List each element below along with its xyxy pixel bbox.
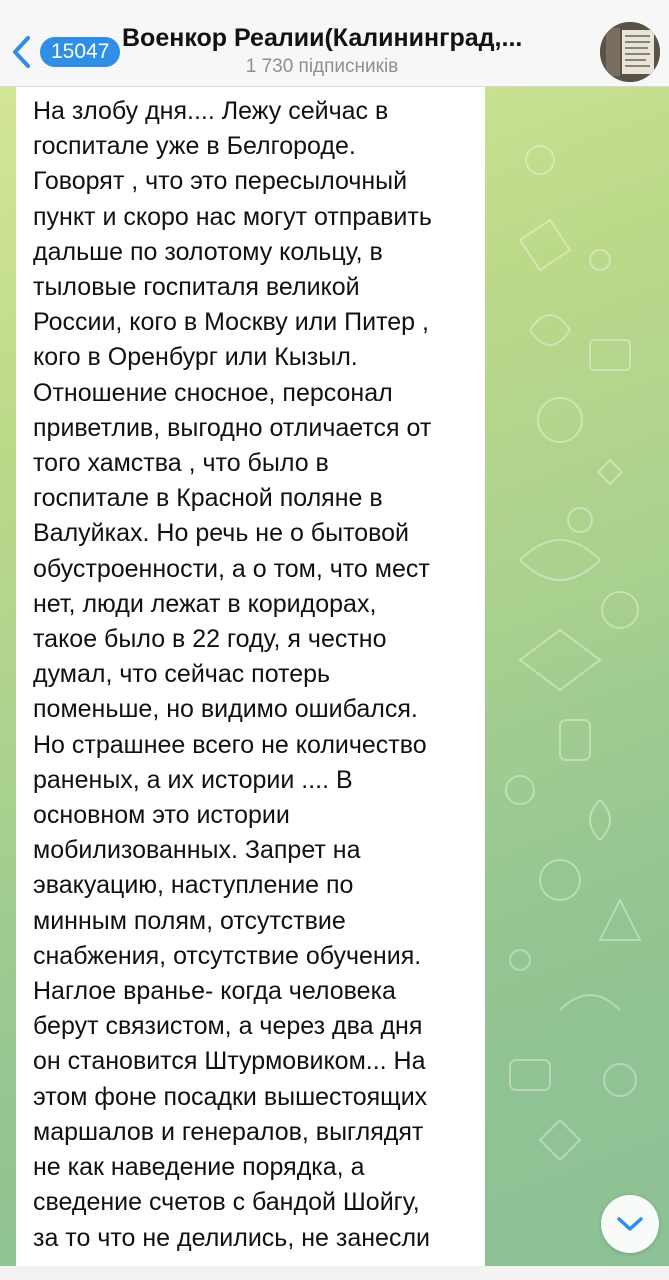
subscriber-count: 1 730 підписників <box>245 56 399 77</box>
scroll-to-bottom-button[interactable] <box>601 1195 659 1253</box>
back-button[interactable] <box>8 30 120 74</box>
chat-header <box>0 0 669 87</box>
channel-avatar[interactable] <box>600 22 660 82</box>
bottom-input-bar-edge <box>0 1266 669 1280</box>
message-text: На злобу дня.... Лежу сейчас в госпитале уже в Белгороде. Говорят , что это пересылочный пункт и скоро нас могут отправить дальше по золотому кольцу, в тыловые госпиталя великой России, кого в Москву или Питер , кого в Оренбург или Кызыл. Отношение сносное, персонал приветлив, выгодно отличается от того хамства , что было в госпитале в Красной поляне в Валуйках. Но речь не о бытовой обустроенности, а о том, что мест нет, люди лежат в коридорах, такое было в 22 году, я честно думал, что сейчас потерь поменьше, но видимо ошибался. Но страшнее всего не количество раненых, а их истории .... В основном это истории мобилизованных. Запрет на эвакуацию, наступление по минным полям, отсутствие снабжения, отсутствие обучения. Наглое вранье- когда человека берут связистом, а через два дня он становится Штурмовиком... На этом фоне посадки вышестоящих маршалов и генералов, выглядят не как наведение порядка, а сведение счетов с бандой Шойгу, за то что не делились, не занесли <box>33 97 432 1252</box>
unread-count-badge: 15047 <box>40 37 120 67</box>
chevron-down-icon <box>615 1215 645 1233</box>
message-bubble[interactable] <box>16 86 485 1280</box>
avatar-image <box>600 22 660 82</box>
chevron-left-icon <box>8 32 36 72</box>
chat-title[interactable]: Военкор Реалии(Калининград,... <box>122 24 523 52</box>
